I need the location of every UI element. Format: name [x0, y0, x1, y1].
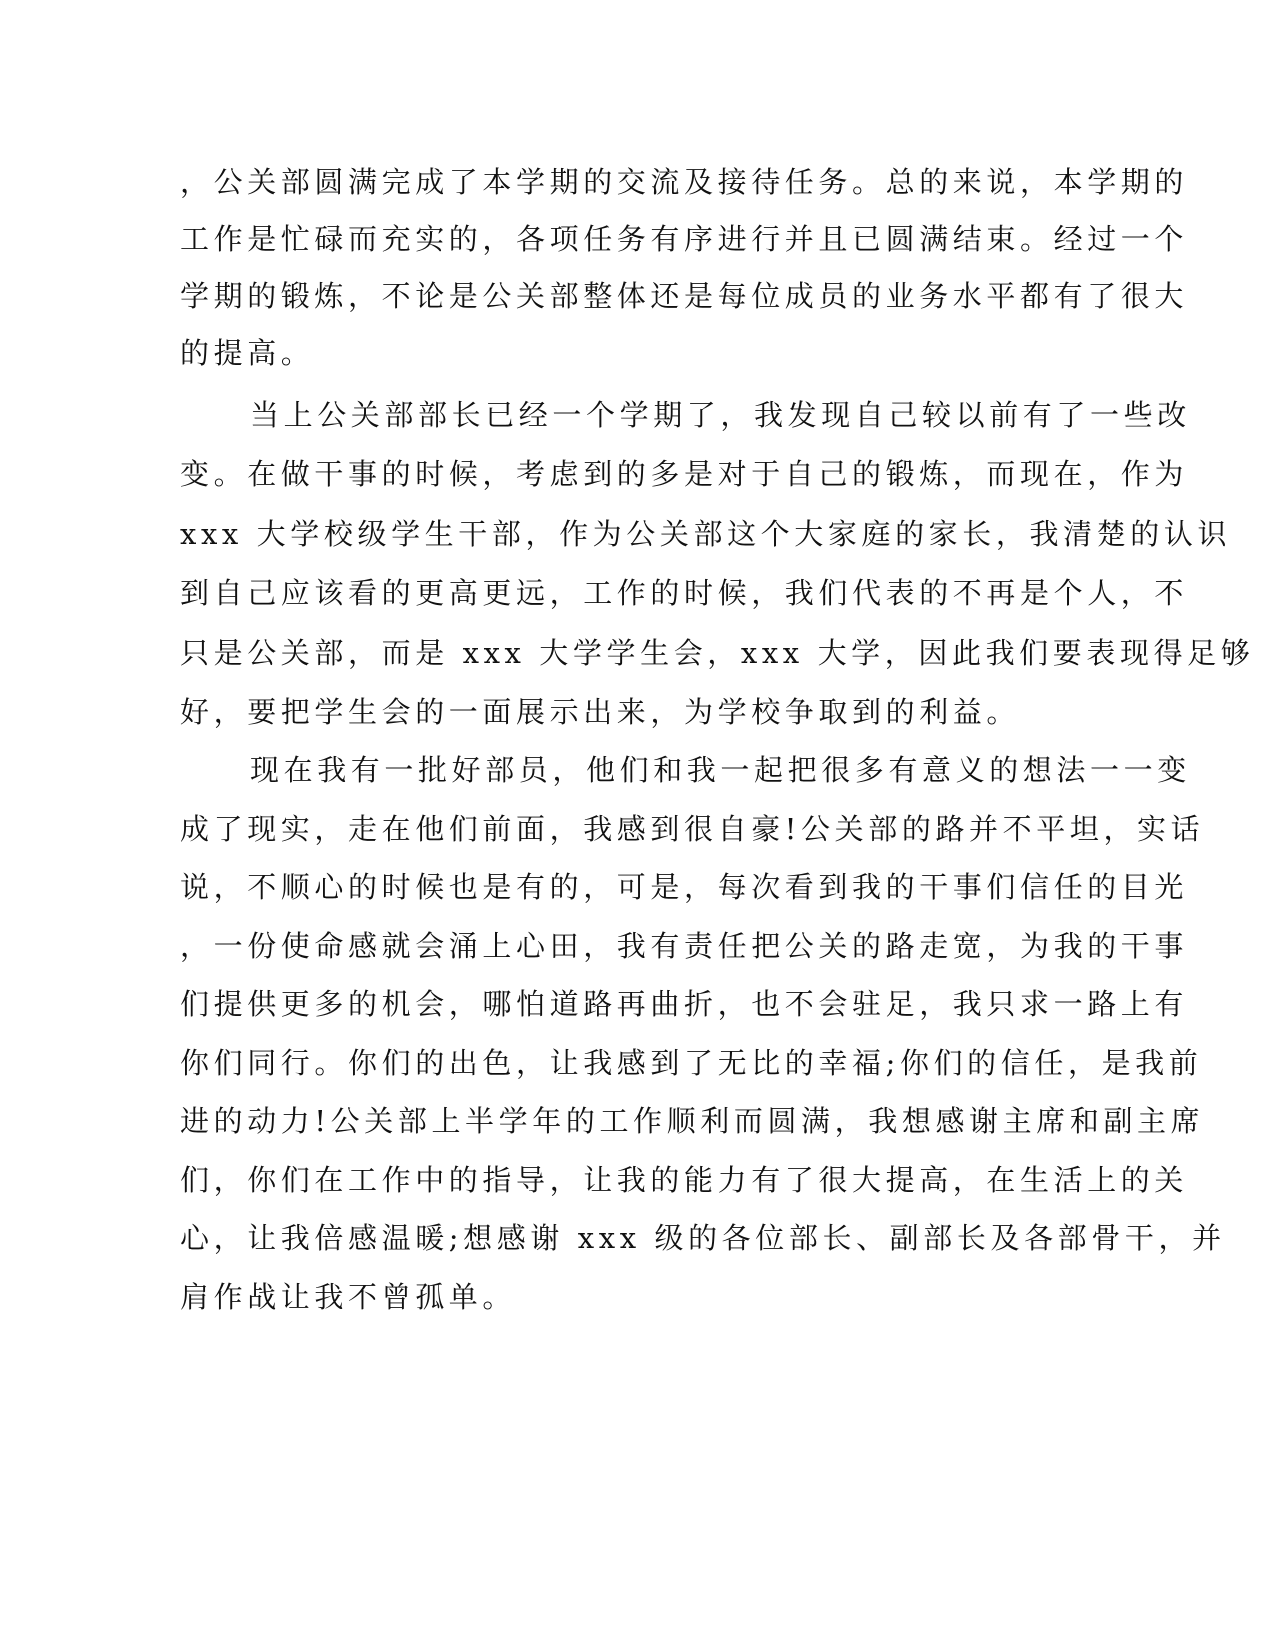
text-line: 的提高。 — [180, 336, 315, 370]
text-line: xxx 大学校级学生干部，作为公关部这个大家庭的家长，我清楚的认识 — [180, 517, 1232, 551]
text-line: 心，让我倍感温暖;想感谢 xxx 级的各位部长、副部长及各部骨干，并 — [180, 1221, 1226, 1255]
text-line: 好，要把学生会的一面展示出来，为学校争取到的利益。 — [180, 695, 1021, 729]
paragraph-start-line: 当上公关部部长已经一个学期了，我发现自己较以前有了一些改 — [250, 398, 1191, 432]
text-line: 只是公关部，而是 xxx 大学学生会，xxx 大学，因此我们要表现得足够 — [180, 636, 1255, 670]
text-line: 说，不顺心的时候也是有的，可是，每次看到我的干事们信任的目光 — [180, 870, 1189, 904]
text-line: 你们同行。你们的出色，让我感到了无比的幸福;你们的信任，是我前 — [180, 1046, 1203, 1080]
text-line: 成了现实，走在他们前面，我感到很自豪!公关部的路并不平坦，实话 — [180, 812, 1205, 846]
text-line: 变。在做干事的时候，考虑到的多是对于自己的锻炼，而现在，作为 — [180, 457, 1189, 491]
text-line: 肩作战让我不曾孤单。 — [180, 1280, 517, 1314]
text-line: ，公关部圆满完成了本学期的交流及接待任务。总的来说，本学期的 — [180, 165, 1189, 199]
text-line: 们，你们在工作中的指导，让我的能力有了很大提高，在生活上的关 — [180, 1163, 1189, 1197]
text-line: 工作是忙碌而充实的，各项任务有序进行并且已圆满结束。经过一个 — [180, 222, 1189, 256]
text-line: 学期的锻炼，不论是公关部整体还是每位成员的业务水平都有了很大 — [180, 279, 1189, 313]
text-line: 进的动力!公关部上半学年的工作顺利而圆满，我想感谢主席和副主席 — [180, 1104, 1205, 1138]
text-line: 们提供更多的机会，哪怕道路再曲折，也不会驻足，我只求一路上有 — [180, 987, 1189, 1021]
text-line: ，一份使命感就会涌上心田，我有责任把公关的路走宽，为我的干事 — [180, 929, 1189, 963]
text-line: 到自己应该看的更高更远，工作的时候，我们代表的不再是个人，不 — [180, 576, 1189, 610]
paragraph-start-line: 现在我有一批好部员，他们和我一起把很多有意义的想法一一变 — [250, 753, 1191, 787]
